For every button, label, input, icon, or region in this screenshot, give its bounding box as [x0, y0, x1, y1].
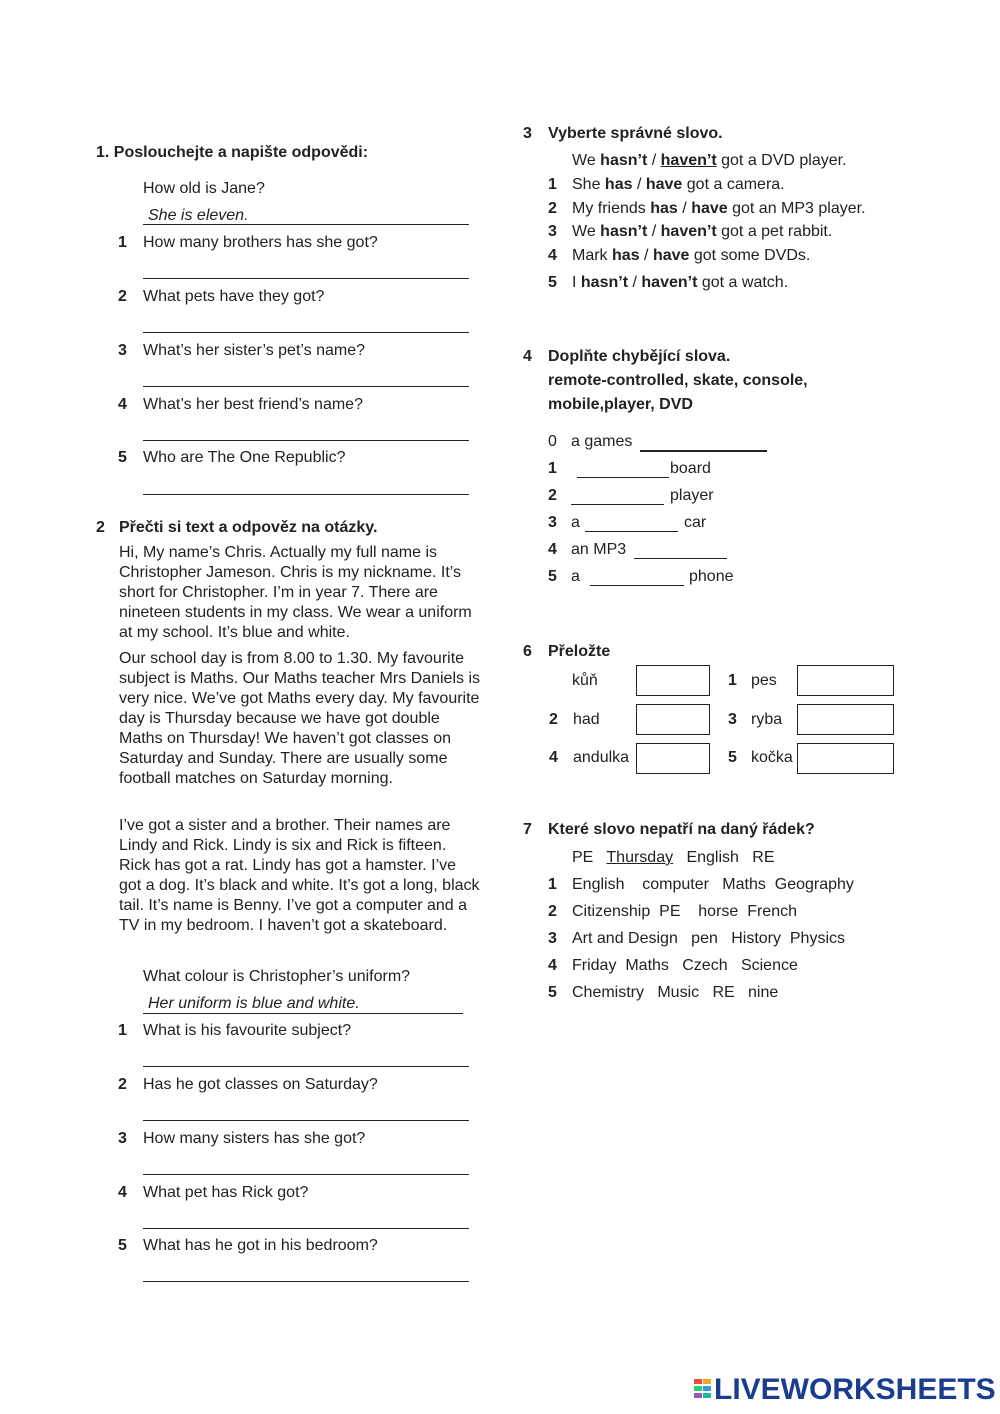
item-suffix: phone	[689, 568, 734, 585]
option-1[interactable]: has	[650, 200, 678, 217]
choice-sentence	[572, 176, 785, 194]
question-text: Who are The One Republic?	[143, 449, 346, 466]
word-row[interactable]: English computer Maths Geography	[572, 876, 854, 893]
item-number: 2	[548, 487, 557, 504]
choice-sentence	[572, 200, 866, 218]
section4-title: Doplňte chybějící slova.	[548, 348, 731, 365]
word-row[interactable]: Art and Design pen History Physics	[572, 930, 845, 947]
item-prefix: an MP3	[571, 541, 627, 558]
answer-line[interactable]	[143, 1281, 469, 1282]
fill-blank[interactable]	[571, 504, 664, 505]
translate-word: andulka	[573, 749, 630, 766]
option-2[interactable]: haven’t	[660, 223, 717, 240]
translation-box[interactable]	[636, 665, 710, 696]
question-number: 2	[118, 1076, 127, 1093]
question-number: 5	[118, 1237, 127, 1254]
item-number: 3	[728, 711, 737, 728]
question-text: What is his favourite subject?	[143, 1022, 352, 1039]
sentence-start: Mark	[572, 247, 608, 264]
sentence-start: She	[572, 176, 601, 193]
reading-paragraph: Our school day is from 8.00 to 1.30. My favourite subject is Maths. Our Maths teacher Mrs Daniels is very nice. We’ve got Maths every day. My favourite day is Thursday because we have got double Maths on Thursday! We haven’t got classes on Saturday and Sunday. There are usually some football matches on Saturday morning.	[119, 650, 481, 787]
section2-number: 2	[96, 519, 105, 536]
option-separator: /	[651, 223, 657, 240]
translate-word: kůň	[572, 672, 598, 689]
item-suffix: player	[670, 487, 714, 504]
option-1[interactable]: has	[612, 247, 640, 264]
answer-line	[143, 1013, 463, 1014]
item-number: 5	[548, 568, 557, 585]
sentence-start: My friends	[572, 200, 646, 217]
sentence-start: We	[572, 223, 596, 240]
example-word: English	[686, 849, 739, 866]
fill-blank[interactable]	[577, 477, 669, 478]
question-number: 4	[118, 396, 127, 413]
option-2-selected: haven’t	[660, 152, 717, 169]
item-number: 0	[548, 433, 557, 450]
question-text: What’s her best friend’s name?	[143, 396, 363, 413]
question-text: What pet has Rick got?	[143, 1184, 309, 1201]
question-number: 4	[118, 1184, 127, 1201]
answer-line[interactable]	[143, 332, 469, 333]
translation-box[interactable]	[797, 743, 894, 774]
word-row[interactable]: Citizenship PE horse French	[572, 903, 797, 920]
word-bank-line-1: remote-controlled, skate, console,	[548, 372, 808, 389]
item-prefix: a	[571, 568, 580, 585]
option-1[interactable]: hasn’t	[600, 223, 648, 240]
answer-line[interactable]	[143, 278, 469, 279]
section6-number: 6	[523, 643, 532, 660]
question-text: How many brothers has she got?	[143, 234, 378, 251]
question-text: What pets have they got?	[143, 288, 325, 305]
question-text: Has he got classes on Saturday?	[143, 1076, 378, 1093]
question-text: What’s her sister’s pet’s name?	[143, 342, 366, 359]
logo-text: LIVEWORKSHEETS	[714, 1373, 996, 1406]
item-number: 1	[548, 176, 557, 193]
option-separator: /	[644, 247, 649, 264]
translation-box[interactable]	[797, 665, 894, 696]
liveworksheets-logo	[694, 1374, 996, 1406]
item-number: 3	[548, 930, 557, 947]
question-text: What has he got in his bedroom?	[143, 1237, 378, 1254]
choice-sentence	[572, 223, 832, 241]
question-number: 1	[118, 234, 127, 251]
word-row[interactable]: Chemistry Music RE nine	[572, 984, 779, 1001]
translation-box[interactable]	[797, 704, 894, 735]
item-number: 5	[728, 749, 737, 766]
item-number: 5	[548, 984, 557, 1001]
item-number: 1	[728, 672, 737, 689]
item-number: 5	[548, 274, 557, 291]
question-number: 3	[118, 1130, 127, 1147]
section1-example-answer: She is eleven.	[148, 207, 249, 224]
question-number: 3	[118, 342, 127, 359]
translate-word: ryba	[751, 711, 783, 728]
item-number: 4	[548, 541, 557, 558]
answer-line[interactable]	[143, 440, 469, 441]
section3-title: Vyberte správné slovo.	[548, 125, 723, 142]
translate-word: kočka	[751, 749, 793, 766]
sentence-start: I	[572, 274, 577, 291]
fill-blank	[640, 450, 767, 452]
section7-number: 7	[523, 821, 532, 838]
answer-line	[143, 224, 469, 225]
sentence-end: got an MP3 player.	[732, 200, 866, 217]
question-text: How many sisters has she got?	[143, 1130, 366, 1147]
item-suffix: board	[670, 460, 711, 477]
item-number: 1	[548, 460, 557, 477]
answer-line[interactable]	[143, 386, 469, 387]
section1-example-question: How old is Jane?	[143, 180, 265, 197]
reading-paragraph: I’ve got a sister and a brother. Their names are Lindy and Rick. Lindy is six and Rick is fifteen. Rick has got a rat. Lindy has got a hamster. I’ve got a dog. It’s black and white. It’s got a long, black tail. It’s name is Benny. I’ve got a computer and a TV in my bedroom. I haven’t got a skateboard.	[119, 817, 480, 934]
example-word: RE	[752, 849, 775, 866]
fill-blank[interactable]	[590, 585, 684, 586]
fill-blank[interactable]	[585, 531, 678, 532]
item-number: 2	[548, 903, 557, 920]
option-2[interactable]: haven’t	[641, 274, 698, 291]
sentence-end: got a DVD player.	[721, 152, 847, 169]
translate-word: had	[573, 711, 600, 728]
sentence-end: got some DVDs.	[693, 247, 811, 264]
word-bank-line-2: mobile,player, DVD	[548, 396, 693, 413]
item-suffix: car	[684, 514, 707, 531]
answer-line[interactable]	[143, 1174, 469, 1175]
fill-blank[interactable]	[634, 558, 727, 559]
word-row[interactable]: Friday Maths Czech Science	[572, 957, 798, 974]
question-number: 1	[118, 1022, 127, 1039]
answer-line[interactable]	[143, 1228, 469, 1229]
answer-line[interactable]	[143, 1066, 469, 1067]
item-number: 4	[548, 957, 557, 974]
translation-box[interactable]	[636, 743, 710, 774]
item-prefix: a games	[571, 433, 633, 450]
reading-paragraph: Hi, My name’s Chris. Actually my full name is Christopher Jameson. Chris is my nickname. It’s short for Christopher. I’m in year 7. There are nineteen students in my class. We wear a uniform at my school. It’s blue and white.	[119, 544, 472, 641]
section3-example	[572, 152, 847, 170]
choice-sentence	[572, 274, 788, 292]
option-2[interactable]: have	[691, 200, 728, 217]
choice-sentence	[572, 247, 810, 265]
sentence-end: got a pet rabbit.	[721, 223, 833, 240]
translate-word: pes	[751, 672, 777, 689]
section7-example	[572, 849, 775, 867]
option-separator: /	[632, 274, 637, 291]
item-number: 3	[548, 223, 557, 240]
sentence-end: got a watch.	[701, 274, 789, 291]
option-1: hasn’t	[600, 152, 648, 169]
section4-number: 4	[523, 348, 532, 365]
answer-line[interactable]	[143, 1120, 469, 1121]
option-separator: /	[651, 152, 657, 169]
item-number: 4	[549, 749, 558, 766]
item-prefix: a	[571, 514, 580, 531]
option-1[interactable]: has	[604, 176, 633, 193]
section2-example-question: What colour is Christopher’s uniform?	[143, 968, 411, 985]
section6-title: Přeložte	[548, 643, 611, 660]
option-2[interactable]: have	[652, 247, 690, 264]
example-word-odd-one-out: Thursday	[606, 849, 674, 866]
answer-line[interactable]	[143, 494, 469, 495]
question-number: 5	[118, 449, 127, 466]
item-number: 1	[548, 876, 557, 893]
example-word: PE	[572, 849, 594, 866]
question-number: 2	[118, 288, 127, 305]
item-number: 2	[549, 711, 558, 728]
section2-example-answer: Her uniform is blue and white.	[148, 995, 360, 1012]
sentence-start: We	[572, 152, 596, 169]
section7-title: Které slovo nepatří na daný řádek?	[548, 821, 815, 838]
section2-title: Přečti si text a odpověz na otázky.	[119, 519, 378, 536]
option-1[interactable]: hasn’t	[580, 274, 629, 291]
option-separator: /	[682, 200, 687, 217]
item-number: 2	[548, 200, 557, 217]
section1-title: 1. Poslouchejte a napište odpovědi:	[96, 144, 369, 161]
option-2[interactable]: have	[645, 176, 683, 193]
sentence-end: got a camera.	[686, 176, 785, 193]
section3-number: 3	[523, 125, 532, 142]
item-number: 3	[548, 514, 557, 531]
item-number: 4	[548, 247, 557, 264]
liveworksheets-logo-icon	[694, 1377, 712, 1403]
option-separator: /	[636, 176, 642, 193]
translation-box[interactable]	[636, 704, 710, 735]
